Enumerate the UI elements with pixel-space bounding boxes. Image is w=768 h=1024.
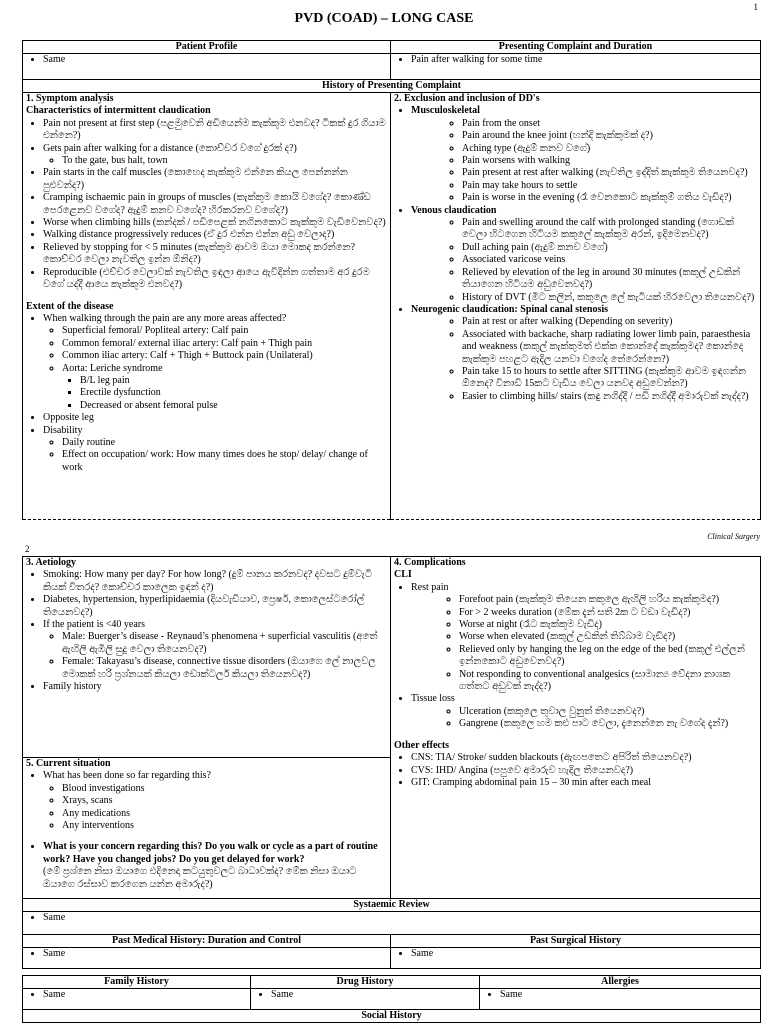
venous-heading: • Venous claudication xyxy=(411,205,757,217)
list-item: • Family history xyxy=(43,681,387,693)
list-item: • Pain starts in the calf muscles (කොහෙද කැක්කුම එන්නෙ කියල පෙන්නන්න පුළුවන්ද?) xyxy=(43,167,387,192)
list-item: ◦ Pain present at rest after walking (නැවතිල ඉද්දිත් කැක්කුම තියෙනවද?) xyxy=(462,167,757,179)
list-item: • CNS: TIA/ Stroke/ sudden blackouts (ඇඟපතෙට අපිරිත් තියෙනවද?) xyxy=(411,752,757,764)
page2-bottom-table xyxy=(22,975,761,1023)
venous-list xyxy=(394,217,757,304)
list-item: ▪ Erectile dysfunction xyxy=(80,387,387,399)
list-item: • Disability ◦ Daily routine ◦ Effect on occupation/ work: How many times does he stop/ delay/ change of work xyxy=(43,425,387,475)
page2-table xyxy=(22,556,761,969)
extent-heading: Extent of the disease xyxy=(26,300,114,312)
list-item: ◦ Pain and swelling around the calf with prolonged standing (ගොඩක් වෙලා හිටගෙන හිටියම කකුලේ කැක්කුම අරන්, ඉදිමෙනවද?) xyxy=(462,217,757,242)
list-item: • What has been done so far regarding this? ◦ Blood investigations ◦ Xrays, scans ◦ Any medications ◦ Any interventions xyxy=(43,770,387,832)
aetiology-list xyxy=(26,569,387,693)
list-item: • Worse when climbing hills (කන්දක් / පඩිපෙළක් නගිනකොට කැක්කුම වැඩිවෙනවද?) xyxy=(43,217,387,229)
clinical-surgery-note: Clinical Surgery xyxy=(707,532,760,541)
claudication-list xyxy=(26,118,387,292)
list-item: ◦ Common femoral/ external iliac artery: Calf pain + Thigh pain xyxy=(62,338,387,350)
drug-history-cell xyxy=(251,989,480,1010)
list-item: • Diabetes, hypertension, hyperlipidaemia (දියවැඩියාව, ප්‍රෙෂර්, කොලෙස්ටරෝල් තියෙනවද?) xyxy=(43,594,387,619)
list-item: ◦ Aching type (ඇදුම් කනව වගේ) xyxy=(462,143,757,155)
list-item: • Smoking: How many per day? For how long? (දුම් පානය කරනවද? දවසට දුම්වැටි කියක් විතරද? කොච්චර කාලෙක ඉඳන් ද?) xyxy=(43,569,387,594)
social-history-header: Social History xyxy=(23,1010,761,1023)
cli-heading: CLI xyxy=(394,569,412,581)
msk-list xyxy=(394,118,757,205)
current-situation-cell xyxy=(23,758,391,899)
list-item: ◦ Any interventions xyxy=(62,820,387,832)
family-history-value: • Same xyxy=(43,989,247,1001)
list-item: ▪ Decreased or absent femoral pulse xyxy=(80,400,387,412)
list-item: ◦ Aorta: Leriche syndrome ▪ B/L leg pain ▪ Erectile dysfunction ▪ Decreased or absent femoral pulse xyxy=(62,363,387,413)
list-item: ◦ Worse at night (රෑට කැක්කුම වැඩිද) xyxy=(459,619,757,631)
list-item: ◦ Any medications xyxy=(62,808,387,820)
presenting-value: • Pain after walking for some time xyxy=(411,54,757,66)
list-item: • Opposite leg xyxy=(43,412,387,424)
list-item: ◦ Xrays, scans xyxy=(62,795,387,807)
list-item: ◦ Female: Takayasu’s disease, connective tissue disorders (ඔයාගෙ ලේ නාලවල මොකක් හරි ප්‍රශ්නයක් කියලා ඩොක්ටර්ල කියලා තියෙනවද?) xyxy=(62,656,387,681)
list-item: • Reproducible (එච්චර වෙලාවක් නැවතිල ඉඳලා ආයෙ ඇවිදින්න ගත්තාම අර දුරම වගේ යද්දී ආයෙ කැක්කුම එනවද?) xyxy=(43,267,387,292)
allergies-cell xyxy=(480,989,761,1010)
presenting-cell xyxy=(391,54,761,80)
list-item: ◦ Not responding to conventional analgesics (සාමාන්‍ය වේදනා නාශක ගත්තට අඩුවක් නැද්ද?) xyxy=(459,669,757,694)
list-item: ◦ Associated varicose veins xyxy=(462,254,757,266)
list-item: ◦ Pain worsens with walking xyxy=(462,155,757,167)
psh-header: Past Surgical History xyxy=(391,935,761,948)
list-item: ◦ Blood investigations xyxy=(62,783,387,795)
symptom-heading: 1. Symptom analysis xyxy=(26,93,114,104)
allergies-value: • Same xyxy=(500,989,757,1001)
list-item: ◦ Common iliac artery: Calf + Thigh + Buttock pain (Unilateral) xyxy=(62,350,387,362)
list-item: ◦ Daily routine xyxy=(62,437,387,449)
aetiology-cell xyxy=(23,557,391,758)
list-item: • Gets pain after walking for a distance (කොච්චර වගේ දුරක් ද?) ◦ To the gate, bus halt, town xyxy=(43,143,387,168)
list-item: ◦ Pain at rest or after walking (Depending on severity) xyxy=(462,316,757,328)
extent-list xyxy=(26,313,387,474)
ddx-heading: 2. Exclusion and inclusion of DD's xyxy=(394,93,540,104)
aetiology-heading: 3. Aetiology xyxy=(26,557,76,568)
list-item: ◦ Associated with backache, sharp radiating lower limb pain, paraesthesia and weakness (කකුල් කැක්කුමත් එක්ක කොන්දේ කැක්කුමද? කොන්දෙ කැක්කුම පහළට ඇදිල යනවා වගේද තේරෙන්නෙ?) xyxy=(462,329,757,366)
presenting-header: Presenting Complaint and Duration xyxy=(391,41,761,54)
list-item: ◦ Ulceration (කකුලෙ තුවාල වුනුත් තියෙනවද?) xyxy=(459,706,757,718)
list-item: ◦ Pain is worse in the evening (රෑ වෙනකොට කැක්කුම් ගතිය වැඩිද?) xyxy=(462,192,757,204)
list-item: ◦ Relieved by elevation of the leg in around 30 minutes (කකුල් උඩකින් තියාගෙන හිටියම අඩුවෙනවද?) xyxy=(462,267,757,292)
pmh-cell xyxy=(23,948,391,969)
list-item: ◦ Superficial femoral/ Popliteal artery: Calf pain xyxy=(62,325,387,337)
list-item: ◦ Pain take 15 to hours to settle after SITTING (කැක්කුම ආවම ඉඳගන්න ඕනෙද? විනාඩි 15කට වැඩිය වෙලා යනවද අඩුවෙන්න?) xyxy=(462,366,757,391)
list-item: ◦ Forefoot pain (කැක්කුම තියෙන කකුලෙ ඇඟිලි හරිය කැක්කුමද?) xyxy=(459,594,757,606)
list-item: ◦ Gangrene (කකුලෙ හම කළු පාට වෙලා, දැනෙන්නෙ නැ වගේද දැන්?) xyxy=(459,718,757,730)
list-item: • Cramping ischaemic pain in groups of muscles (කැක්කුම කොයි වගේද? කොණ්ඩ පෙරළෙනව වගේද? ඇදුම් කනව වගේද? හිරකරනව වගේද?) xyxy=(43,192,387,217)
ddx-cell xyxy=(391,93,761,520)
list-item: ◦ Relieved only by hanging the leg on the edge of the bed (කකුල් එල්ලන් ඉන්නකොට අඩුවෙනවද?) xyxy=(459,644,757,669)
list-item: • Pain not present at first step (පළමුවෙනි අඩියෙන්ම කැක්කුම එනවද? ටිකක් දුර ගියාම එන්නෙ?) xyxy=(43,118,387,143)
patient-profile-header: Patient Profile xyxy=(23,41,391,54)
page-number-2: 2 xyxy=(25,544,30,554)
list-item: • CVS: IHD/ Angina (පපුවෙ අමාරුව හැදිල තියෙනවද?) xyxy=(411,765,757,777)
pmh-value: • Same xyxy=(43,948,387,960)
family-history-cell xyxy=(23,989,251,1010)
list-item: • Tissue loss ◦ Ulceration (කකුලෙ තුවාල වුනුත් තියෙනවද?) ◦ Gangrene (කකුලෙ හම කළු පාට වෙලා, දැනෙන්නෙ නැ වගේද දැන්?) xyxy=(411,693,757,730)
systemic-review-cell xyxy=(23,912,761,935)
list-item: ◦ Effect on occupation/ work: How many times does he stop/ delay/ change of work xyxy=(62,449,387,474)
list-item: • Relieved by stopping for < 5 minutes (කැක්කුම ආවම ඔයා මොකද කරන්නෙ? කොච්චර වෙලා නැවතිල ඉන්න ඕනිද?) xyxy=(43,242,387,267)
list-item: ◦ History of DVT (මීට කලින්, කකුලෙ ලේ කැටියක් හිරවෙලා තියෙනවද?) xyxy=(462,292,757,304)
page1-table xyxy=(22,40,761,520)
allergies-header: Allergies xyxy=(480,976,761,989)
list-item: • If the patient is <40 years ◦ Male: Buerger’s disease - Reynaud’s phenomena + superficial vasculitis (අතේ ඇඟිලි ඇඹිලි සුදු වෙලා තියෙනවද?) ◦ Female: Takayasu’s disease, connective tissue disorders (ඔයාගෙ ලේ නාලවල මොකක් හරි ප්‍රශ්නයක් කියලා ඩොක්ටර්ල කියලා තියෙනවද?) xyxy=(43,619,387,681)
pmh-header: Past Medical History: Duration and Control xyxy=(23,935,391,948)
hpc-header: History of Presenting Complaint xyxy=(23,80,761,93)
list-item: ◦ To the gate, bus halt, town xyxy=(62,155,387,167)
list-item: ◦ Dull aching pain (ඇදුම් කනව වගේ) xyxy=(462,242,757,254)
systemic-review-header: Systaemic Review xyxy=(23,899,761,912)
complications-heading: 4. Complications xyxy=(394,557,466,568)
current-heading: 5. Current situation xyxy=(26,758,111,769)
symptom-analysis-cell xyxy=(23,93,391,520)
drug-history-header: Drug History xyxy=(251,976,480,989)
list-item: • What is your concern regarding this? Do you walk or cycle as a part of routine work? Have you changed jobs? Do you get delayed for work? (මේ ප්‍රශ්නෙ නිසා ඔයාගෙ එදිනෙදා කටයුතුවලට බාධාවක්ද? මේක නිසා ඔයාට ඔයාගෙ රස්සාව කරගෙන යන්න අමාරුද?) xyxy=(43,841,387,891)
systemic-review-value: • Same xyxy=(43,912,757,924)
list-item: ◦ Easier to climbing hills/ stairs (කඳු නගිද්දී / පඩි නගිද්දී අමාරුවක් නැද්ද?) xyxy=(462,391,757,403)
claudication-subheading: Characteristics of intermittent claudication xyxy=(26,105,211,117)
psh-value: • Same xyxy=(411,948,757,960)
complications-cell xyxy=(391,557,761,899)
neuro-list xyxy=(394,316,757,403)
list-item: ◦ Male: Buerger’s disease - Reynaud’s phenomena + superficial vasculitis (අතේ ඇඟිලි ඇඹිලි සුදු වෙලා තියෙනවද?) xyxy=(62,631,387,656)
list-item: • Walking distance progressively reduces (ඒ දුර එන්න එන්න අඩු වෙලාද?) xyxy=(43,229,387,241)
list-item: ◦ Worse when elevated (කකුල් උඩකින් තිබ්බාම වැඩිද?) xyxy=(459,631,757,643)
other-effects-heading: Other effects xyxy=(394,739,450,751)
psh-cell xyxy=(391,948,761,969)
list-item: ◦ Pain from the onset xyxy=(462,118,757,130)
list-item: ◦ Pain around the knee joint (හන්දි කැක්කුමක් ද?) xyxy=(462,130,757,142)
msk-heading: • Musculoskeletal xyxy=(411,105,757,117)
page-title: PVD (COAD) – LONG CASE xyxy=(294,11,474,26)
list-item: • Rest pain ◦ Forefoot pain (කැක්කුම තියෙන කකුලෙ ඇඟිලි හරිය කැක්කුමද?) ◦ For > 2 weeks duration (මේක දැන් සති 2ක ට වඩා වැඩිද?) ◦ Worse at night (රෑට කැක්කුම වැඩිද) ◦ Worse when elevated (කකුල් උඩකින් තිබ්බාම වැඩිද?) ◦ Relieved only by hanging the leg on the edge of the bed (කකුල් එල්ලන් ඉන්නකොට අඩුවෙනවද?) ◦ Not responding to conventional analgesics (සාමාන්‍ය වේදනා නාශක ගත්තට අඩුවක් නැද්ද?) xyxy=(411,582,757,694)
list-item: ▪ B/L leg pain xyxy=(80,375,387,387)
family-history-header: Family History xyxy=(23,976,251,989)
drug-history-value: • Same xyxy=(271,989,476,1001)
patient-profile-cell xyxy=(23,54,391,80)
page-number-1: 1 xyxy=(753,2,758,12)
patient-profile-value: • Same xyxy=(43,54,387,66)
neuro-heading: • Neurogenic claudication: Spinal canal stenosis xyxy=(411,304,757,316)
list-item: • GIT: Cramping abdominal pain 15 – 30 min after each meal xyxy=(411,777,757,789)
list-item: ◦ For > 2 weeks duration (මේක දැන් සති 2ක ට වඩා වැඩිද?) xyxy=(459,607,757,619)
list-item: • When walking through the pain are any more areas affected? ◦ Superficial femoral/ Popliteal artery: Calf pain ◦ Common femoral/ external iliac artery: Calf pain + Thigh pain ◦ Common iliac artery: Calf + Thigh + Buttock pain (Unilateral) ◦ Aorta: Leriche syndrome ▪ B/L leg pain ▪ Erectile dysfunction ▪ Decreased or absent femoral pulse xyxy=(43,313,387,412)
list-item: ◦ Pain may take hours to settle xyxy=(462,180,757,192)
